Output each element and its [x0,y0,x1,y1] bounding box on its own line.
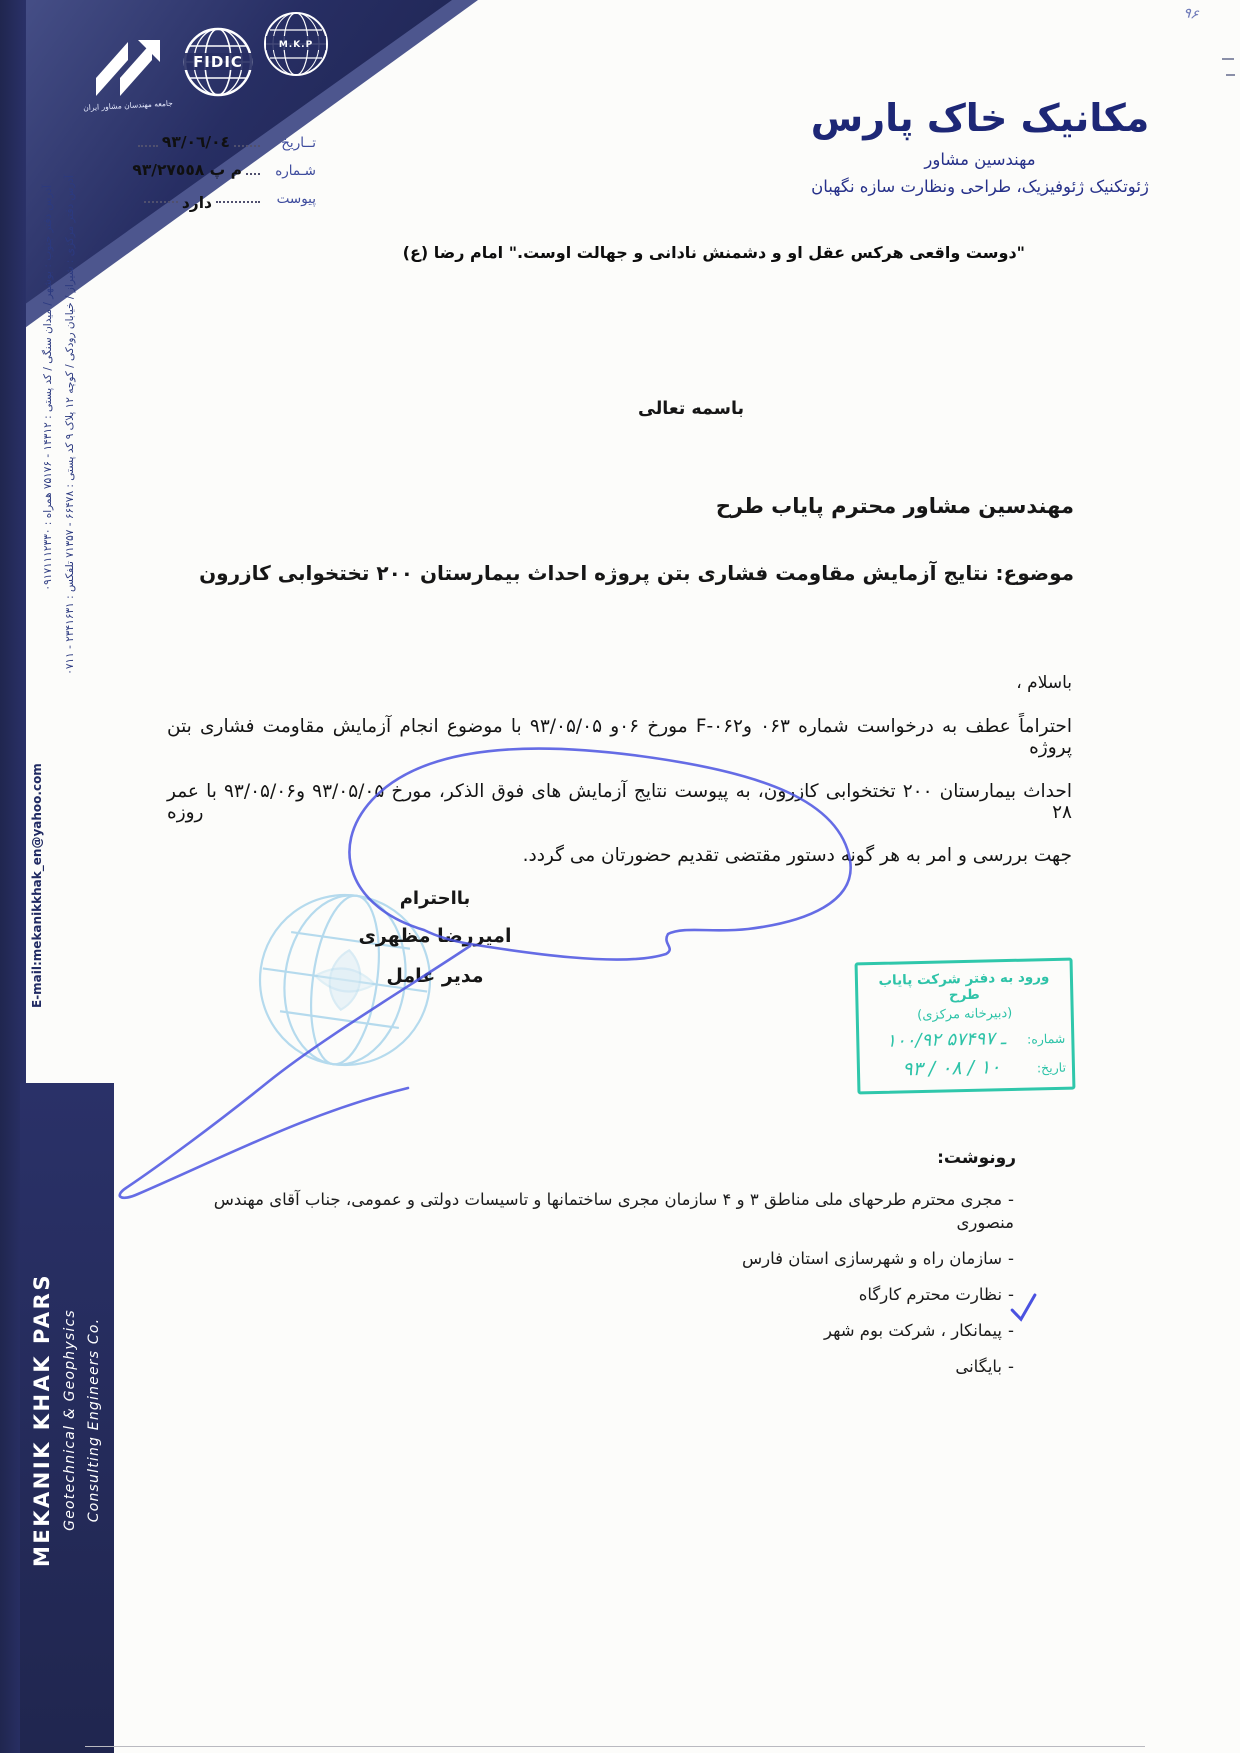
check-mark-icon [1007,1291,1042,1326]
cc-item [154,1188,1014,1234]
stamp-number-label: شماره: [1026,1030,1066,1047]
number-value: م پ ٩٣/٢٧٥٥٨ [132,161,242,179]
cc-item [154,1283,1014,1306]
brand-tagline-consulting: Consulting Engineers Co. [86,1317,102,1523]
cc-dash: - [1008,1285,1014,1304]
dotted-leader [246,162,260,175]
body-line-1: احتراماً عطف به درخواست شماره ۰۶۳ وF-۰۶۲ مورخ ۰۶و ۹۳/۰۵/۰۵ با موضوع انجام آزمایش مقاومت فشاری بتن پروژه [167,716,1072,758]
company-subtitle-consultants: مهندسین مشاور [924,150,1036,169]
stamp-number-value: ۱۰۰/۹۲ ـ ۵۷۴۹۷ [886,1028,1007,1052]
sidebar-address-main: آدرس دفتر مرکزی : شیراز / خیابان رودکی / کوچه ۱۲ پلاک ۹ کد پستی : ۶۶۴۷۸ - ۷۱۳۵۷ تلفکس : ۲۳۴۱۶۳۱ - ۰۷۱۱ [64,175,76,675]
cc-dash: - [1008,1321,1014,1340]
cc-item-text: نظارت محترم کارگاه [858,1285,1003,1304]
stamp-title: ورود به دفتر شرکت پایاب طرح [878,969,1050,1004]
stamp-subtitle: (دبیرخانه مرکزی) [917,1005,1013,1024]
fidic-logo-icon [182,26,254,98]
reference-block [86,132,316,216]
cc-dash: - [1008,1357,1014,1376]
sidebar-address-south: آدرس دفتر جنوب : بوشهر / میدان سنگی / کد پستی : ۱۴۳۱۲ - ۷۵۱۷۶ همراه : ۰۹۱۷۱۱۱۲۳۳۰ [42,185,54,591]
dotted-leader [234,134,260,147]
dotted-leader [216,190,260,203]
sidebar-email: E-mail:mekanikkhak_en@yahoo.com [30,763,44,1008]
cc-item-text: سازمان راه و شهرسازی استان فارس [742,1249,1003,1268]
irsce-logo-caption: جامعه مهندسان مشاور ایران [83,98,173,113]
stamp-date-label: تاریخ: [1036,1059,1067,1076]
ref-row-date [86,132,316,151]
company-name: مکانیک خاک پارس [810,96,1150,140]
body-line-2: احداث بیمارستان ۲۰۰ تختخوابی کازرون، به پیوست نتایج آزمایش های فوق الذکر، مورخ ۹۳/۰۵/۰۵ و۹۳/۰۵/۰۶ با عمر ۲۸ روزه [167,781,1072,823]
salutation: باسلام ، [1016,673,1072,693]
stamp-number-row [865,1027,1065,1053]
signature-block [330,888,540,987]
stamp-date-value: ۹۳ / ۰۸ / ۱۰ [902,1056,1001,1081]
attachment-label: پیوست [276,191,316,207]
dotted-leader [144,190,178,203]
signatory-name: امیررضا مظهری [358,925,512,947]
attachment-value: دارد [181,194,212,212]
date-value: ٩٣/٠٦/٠٤ [161,133,230,151]
subject-line: موضوع: نتایج آزمایش مقاومت فشاری بتن پروژه احداث بیمارستان ۲۰۰ تختخوابی کازرون [199,561,1074,585]
cc-dash: - [1008,1190,1014,1209]
religious-quote: "دوست واقعی هرکس عقل او و دشمنش نادانی و جهالت اوست." امام رضا (ع) [402,243,1025,262]
cc-item-text: پیمانکار ، شرکت بوم شهر [824,1321,1003,1340]
signatory-title: مدیر عامل [386,965,484,987]
corner-handwritten-note: ۹۶ [1181,4,1200,24]
cc-item-text: مجری محترم طرحهای ملی مناطق ۳ و ۴ سازمان مجری ساختمانها و تاسیسات دولتی و عمومی، جناب آقای مهندس منصوری [213,1190,1014,1232]
entry-stamp [855,958,1076,1095]
brand-company-name: MEKANIK KHAK PARS [30,1273,54,1567]
letterhead [790,96,1170,196]
ref-row-number [86,160,316,179]
brand-text-block [26,1095,112,1745]
ref-row-attachment [86,188,316,212]
mkp-logo-icon [262,10,330,78]
fidic-logo-label: FIDIC [193,53,243,71]
scan-bottom-edge [85,1746,1145,1747]
cc-item [154,1247,1014,1270]
cc-list [154,1188,1014,1391]
besmele-heading: باسمه تعالی [638,399,745,419]
cc-heading: رونوشت: [937,1148,1016,1168]
stamp-date-row [866,1055,1066,1082]
signature-respect: بااحترام [399,888,471,909]
cc-dash: - [1008,1249,1014,1268]
number-label: شـماره [275,163,316,179]
company-subtitle-services: ژئوتکنیک ژئوفیزیک، طراحی ونظارت سازه نگهبان [811,177,1149,196]
dotted-leader [138,134,158,147]
brand-tagline-geotechnical: Geotechnical & Geophysics [62,1309,78,1531]
cc-item [154,1319,1014,1342]
cc-item-text: بایگانی [955,1357,1003,1376]
cc-item [154,1355,1014,1378]
mkp-logo-label: M.K.P [278,40,314,50]
edge-pen-dash [1222,58,1234,60]
body-line-3: جهت بررسی و امر به هر گونه دستور مقتضی تقدیم حضورتان می گردد. [522,845,1072,866]
date-label: تــاریخ [281,135,316,151]
edge-pen-dash [1226,74,1235,76]
addressee-line: مهندسین مشاور محترم پایاب طرح [715,494,1074,518]
irsce-logo-icon [86,22,170,102]
